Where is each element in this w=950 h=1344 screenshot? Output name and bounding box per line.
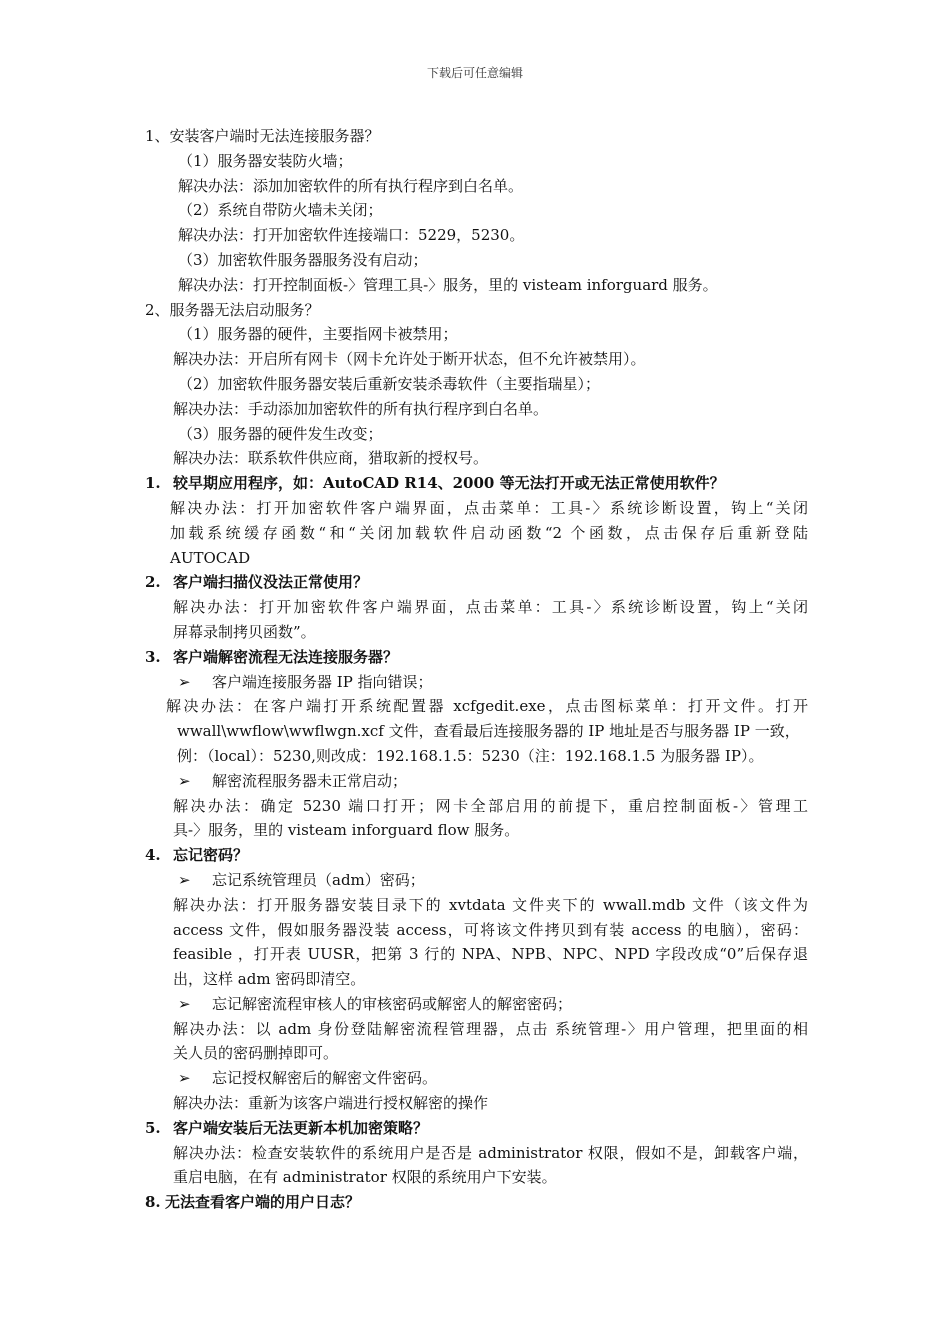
text-line: [0, 273, 950, 298]
text-line: [0, 347, 950, 372]
text-line: [0, 446, 950, 471]
line-text: 客户端连接服务器 IP 指向错误；: [212, 672, 433, 691]
line-text: 例：（local）：5230,则改成：192.168.1.5：5230（注：192.168.1.5 为服务器 IP）。: [177, 746, 764, 765]
text-line: [0, 298, 950, 323]
bullet-item: [0, 992, 950, 1017]
line-text: 1、安装客户端时无法连接服务器？: [145, 127, 380, 145]
line-text: 客户端安装后无法更新本机加密策略？: [173, 1118, 429, 1137]
line-text: 忘记密码？: [173, 846, 249, 865]
line-text: 屏幕录制拷贝函数”。: [173, 622, 316, 641]
text-line: [0, 794, 808, 819]
text-line: [0, 521, 808, 546]
line-text: 忘记系统管理员（adm）密码；: [212, 870, 425, 889]
bullet-item: [0, 868, 950, 893]
text-line: [0, 372, 950, 397]
section-heading: [0, 843, 950, 868]
line-text: 解决办法：手动添加加密软件的所有执行程序到白名单。: [173, 399, 549, 418]
text-line: [0, 967, 950, 992]
section-heading: [0, 471, 950, 496]
arrow-bullet-icon: ➢: [178, 672, 191, 691]
line-text: 解决办法：打开加密软件客户端界面，点击菜单：工具-〉系统诊断设置，钩上“关闭: [173, 598, 808, 617]
text-line: [0, 546, 950, 571]
line-text: 解决办法：以 adm 身份登陆解密流程管理器，点击 系统管理-〉用户管理，把里面的相: [173, 1019, 808, 1038]
text-line: [0, 595, 808, 620]
line-text: 无法查看客户端的用户日志？: [165, 1193, 361, 1212]
line-text: 关人员的密码删掉即可。: [173, 1044, 339, 1063]
section-heading: [0, 645, 950, 670]
line-text: （2）系统自带防火墙未关闭；: [178, 201, 383, 220]
section-heading: [0, 1190, 950, 1215]
line-text: wwall\wwflow\wwflwgn.xcf 文件，查看最后连接服务器的 IP 地址是否与服务器 IP 一致，: [177, 722, 800, 741]
text-line: [0, 248, 950, 273]
section-number: 3.: [145, 647, 161, 666]
line-text: 解决办法：联系软件供应商，猎取新的授权号。: [173, 449, 489, 468]
line-text: 忘记授权解密后的解密文件密码。: [212, 1069, 438, 1088]
page-header: 下载后可任意编辑: [426, 66, 523, 80]
line-text: （2）加密软件服务器安装后重新安装杀毒软件（主要指瑞星）；: [178, 374, 601, 393]
document-body: [0, 124, 950, 1215]
line-text: feasible ，打开表 UUSR，把第 3 行的 NPA、NPB、NPC、NPD 字段改成“0”后保存退: [173, 945, 808, 964]
line-text: 解决办法：重新为该客户端进行授权解密的操作: [173, 1094, 489, 1113]
section-heading: [0, 570, 950, 595]
section-number: 2.: [145, 573, 161, 592]
section-number: 5.: [145, 1118, 161, 1137]
text-line: [0, 149, 950, 174]
line-text: （1）服务器安装防火墙；: [178, 151, 353, 170]
text-line: [0, 223, 950, 248]
line-text: 解决办法：开启所有网卡（网卡允许处于断开状态，但不允许被禁用）。: [173, 350, 646, 369]
arrow-bullet-icon: ➢: [178, 1069, 191, 1088]
line-text: access 文件，假如服务器没装 access，可将该文件拷贝到有装 access 的电脑），密码：: [173, 920, 808, 939]
line-text: 具-〉服务，里的 visteam inforguard flow 服务。: [173, 821, 520, 840]
line-text: 2、服务器无法启动服务？: [145, 300, 320, 319]
line-text: （3）服务器的硬件发生改变；: [178, 424, 383, 443]
bullet-item: [0, 1066, 950, 1091]
line-text: 客户端解密流程无法连接服务器？: [173, 647, 399, 666]
arrow-bullet-icon: ➢: [178, 994, 191, 1013]
line-text: 出，这样 adm 密码即清空。: [173, 970, 366, 989]
text-line: [0, 818, 950, 843]
text-line: [0, 397, 950, 422]
text-line: [0, 1141, 808, 1166]
line-text: 忘记解密流程审核人的审核密码或解密人的解密密码；: [212, 994, 573, 1013]
line-text: 客户端扫描仪没法正常使用？: [173, 573, 369, 592]
text-line: [0, 1041, 950, 1066]
line-text: 解决办法：确定 5230 端口打开；网卡全部启用的前提下，重启控制面板-〉管理工: [173, 796, 808, 815]
bullet-item: [0, 769, 950, 794]
text-line: [0, 942, 808, 967]
text-line: [0, 422, 950, 447]
text-line: [0, 719, 950, 744]
line-text: 解决办法：检查安装软件的系统用户是否是 administrator 权限，假如不是，卸载客户端，: [173, 1143, 808, 1162]
line-text: 解决办法：在客户端打开系统配置器 xcfgedit.exe，点击图标菜单：打开文件。打开: [166, 697, 808, 716]
arrow-bullet-icon: ➢: [178, 870, 191, 889]
line-text: 加载系统缓存函数“和“关闭加载软件启动函数“2 个函数，点击保存后重新登陆: [170, 523, 808, 542]
text-line: [0, 322, 950, 347]
text-line: [0, 174, 950, 199]
line-text: 重启电脑，在有 administrator 权限的系统用户下安装。: [173, 1168, 557, 1187]
text-line: [0, 694, 808, 719]
text-line: [0, 1091, 950, 1116]
line-text: （3）加密软件服务器服务没有启动；: [178, 250, 428, 269]
section-number: 1.: [145, 474, 161, 493]
section-number: 8.: [145, 1193, 161, 1212]
line-text: 解决办法：添加加密软件的所有执行程序到白名单。: [178, 176, 524, 195]
text-line: [0, 1017, 808, 1042]
text-line: [0, 198, 950, 223]
text-line: [0, 744, 950, 769]
text-line: [0, 918, 808, 943]
line-text: AUTOCAD: [170, 548, 251, 567]
line-text: 解决办法：打开服务器安装目录下的 xvtdata 文件夹下的 wwall.mdb 文件（该文件为: [173, 895, 808, 914]
line-text: 解决办法：打开加密软件连接端口：5229，5230。: [178, 226, 525, 245]
text-line: [0, 620, 950, 645]
line-text: 较早期应用程序，如：AutoCAD R14、2000 等无法打开或无法正常使用软件？: [173, 474, 725, 493]
text-line: [0, 1165, 950, 1190]
bullet-item: [0, 670, 950, 695]
text-line: [0, 124, 950, 149]
line-text: （1）服务器的硬件，主要指网卡被禁用；: [178, 325, 458, 344]
arrow-bullet-icon: ➢: [178, 771, 191, 790]
section-heading: [0, 1116, 950, 1141]
text-line: [0, 496, 808, 521]
line-text: 解决办法：打开加密软件客户端界面，点击菜单：工具-〉系统诊断设置，钩上“关闭: [170, 498, 808, 517]
line-text: 解密流程服务器未正常启动；: [212, 771, 408, 790]
section-number: 4.: [145, 846, 161, 865]
text-line: [0, 893, 808, 918]
line-text: 解决办法：打开控制面板-〉管理工具-〉服务，里的 visteam inforguard 服务。: [178, 275, 718, 294]
